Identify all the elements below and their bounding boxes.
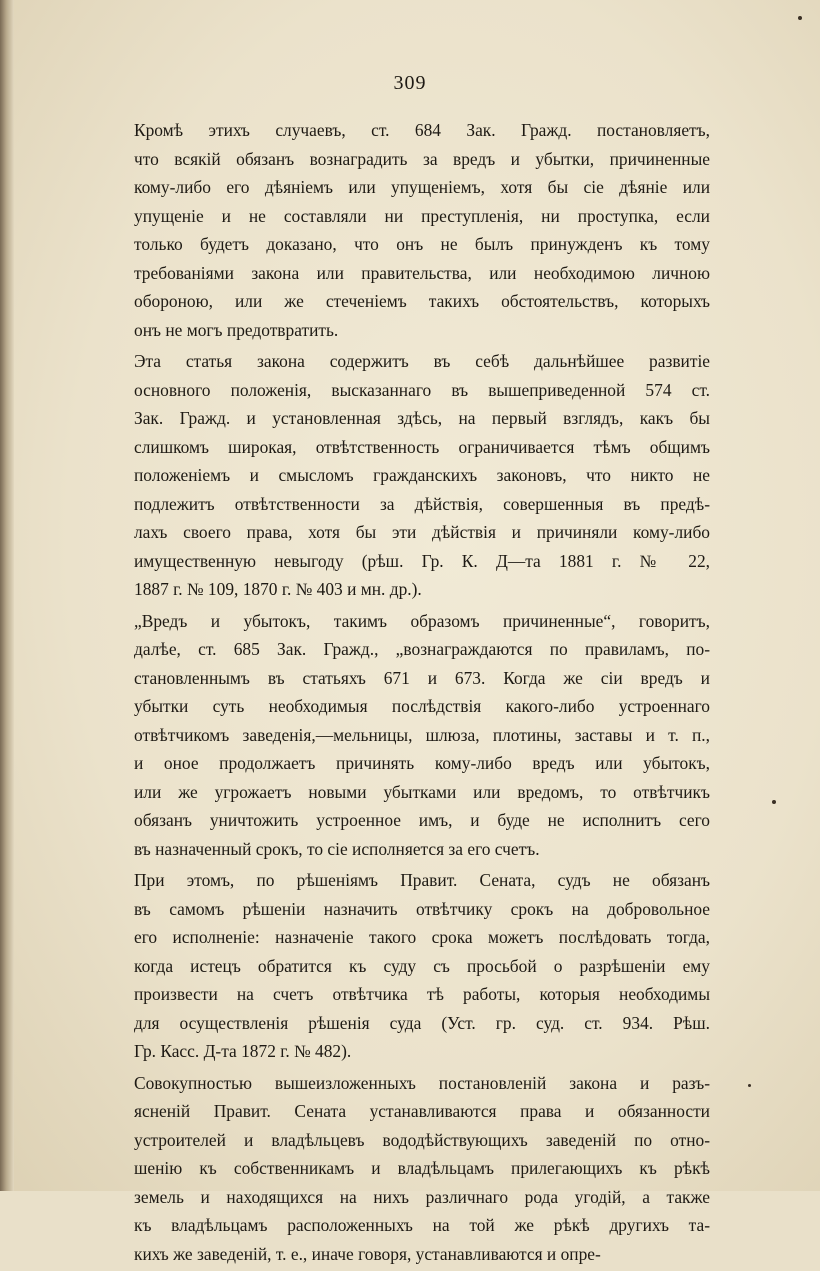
paragraph [114,116,710,344]
paragraph [114,347,710,604]
text-line: основного положенія, высказаннаго въ вышеприведенной 574 ст. [134,379,710,400]
text-line: когда истецъ обратится къ суду съ просьбой о разрѣшеніи ему [134,955,710,976]
paragraph [114,1069,710,1269]
text-line: онъ не могъ предотвратить. [134,319,339,340]
text-line: Совокупностью вышеизложенныхъ постановленій закона и разъ- [134,1072,710,1093]
text-body [114,116,710,1271]
text-line: произвести на счетъ отвѣтчика тѣ работы, которыя необходимы [134,984,710,1004]
paragraph [114,866,710,1066]
text-line: шенію къ собственникамъ и владѣльцамъ прилегающихъ къ рѣкѣ [134,1158,710,1178]
text-line: убытки суть необходимыя послѣдствія какого-либо устроеннаго [134,696,710,716]
text-line: требованіями закона или правительства, или необходимою личною [134,262,710,283]
text-line: обороною, или же стеченіемъ такихъ обстоятельствъ, которыхъ [134,291,710,311]
text-line: что всякій обязанъ вознаградить за вредъ и убытки, причиненные [134,148,710,169]
page-spine-shadow [0,0,14,1191]
text-line: его исполненіе: назначеніе такого срока можетъ послѣдовать тогда, [134,927,710,947]
text-line: лахъ своего права, хотя бы эти дѣйствія и причиняли кому-либо [134,522,710,542]
text-line: Зак. Гражд. и установленная здѣсь, на первый взглядъ, какъ бы [134,408,710,428]
text-line: только будетъ доказано, что онъ не былъ принужденъ къ тому [134,234,710,254]
text-line: устроителей и владѣльцевъ вододѣйствующихъ заведеній по отно- [134,1129,710,1150]
text-line: обязанъ уничтожить устроенное имъ, и буде не исполнитъ сего [134,810,710,830]
paragraph [114,607,710,864]
ink-speck [748,1084,751,1087]
text-line: и оное продолжаетъ причинять кому-либо вредъ или убытокъ, [134,753,710,773]
text-line: далѣе, ст. 685 Зак. Гражд., „вознаграждаются по правиламъ, по- [134,639,710,659]
text-line: Эта статья закона содержитъ въ себѣ дальнѣйшее развитіе [134,351,710,371]
text-line: къ владѣльцамъ расположенныхъ на той же рѣкѣ другихъ та- [134,1215,710,1235]
text-line: „Вредъ и убытокъ, такимъ образомъ причиненные“, говоритъ, [134,610,710,631]
text-line: отвѣтчикомъ заведенія,—мельницы, шлюза, плотины, заставы и т. п., [134,724,710,745]
text-line: имущественную невыгоду (рѣш. Гр. К. Д—та 1881 г. № 22, [134,550,710,571]
text-line: положеніемъ и смысломъ гражданскихъ законовъ, что никто не [134,465,710,485]
text-line: 1887 г. № 109, 1870 г. № 403 и мн. др.). [134,579,422,599]
text-line: для осуществленія рѣшенія суда (Уст. гр. суд. ст. 934. Рѣш. [134,1012,710,1033]
text-line: Гр. Касс. Д-та 1872 г. № 482). [134,1041,352,1061]
text-line: кому-либо его дѣяніемъ или упущеніемъ, хотя бы сіе дѣяніе или [134,177,710,197]
text-line: или же угрожаетъ новыми убытками или вредомъ, то отвѣтчикъ [134,781,710,802]
text-line: въ самомъ рѣшеніи назначить отвѣтчику срокъ на добровольное [134,898,710,919]
text-line: въ назначенный срокъ, то сіе исполняется за его счетъ. [134,838,540,859]
text-line: слишкомъ широкая, отвѣтственность ограничивается тѣмъ общимъ [134,436,710,457]
text-line: упущеніе и не составляли ни преступленія, ни проступка, если [134,205,710,226]
page-number: 309 [393,72,427,94]
text-line: подлежитъ отвѣтственности за дѣйствія, совершенныя въ предѣ- [134,493,710,514]
ink-speck [772,800,776,804]
text-line: ясненій Правит. Сената устанавливаются права и обязанности [134,1101,710,1121]
text-line: При этомъ, по рѣшеніямъ Правит. Сената, судъ не обязанъ [134,870,710,890]
text-line: кихъ же заведеній, т. е., иначе говоря, устанавливаются и опре- [134,1243,601,1264]
text-line: Кромѣ этихъ случаевъ, ст. 684 Зак. Гражд. постановляетъ, [134,120,710,140]
ink-speck [798,16,802,20]
text-line: земель и находящихся на нихъ различнаго рода угодій, а также [134,1186,710,1207]
text-line: становленнымъ въ статьяхъ 671 и 673. Когда же сіи вредъ и [134,667,710,688]
